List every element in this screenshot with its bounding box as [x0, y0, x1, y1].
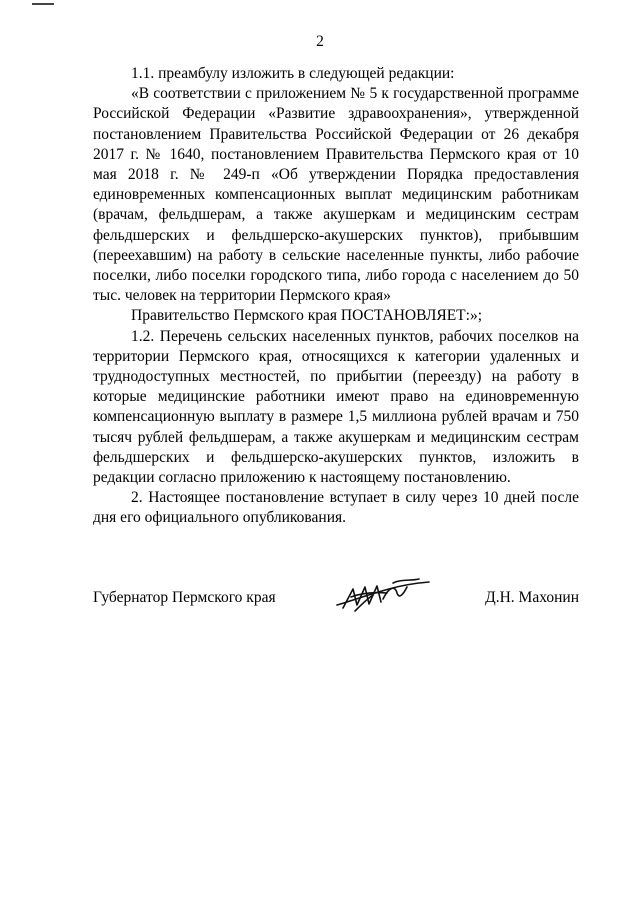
- paragraph-1-2: 1.2. Перечень сельских населенных пунктов, рабочих поселков на территории Пермского края, относящихся к категории удаленных и труднодоступных местностей, по прибытии (переезду) на работу в которые медицинские работники имеют право на единовременную компенсационную выплату в размере 1,5 миллиона рублей врачам и 750 тысяч рублей фельдшерам, а также акушеркам и медицинским сестрам фельдшерских и фельдшерско-акушерских пунктов, изложить в редакции согласно приложению к настоящему постановлению.: [93, 327, 579, 487]
- paragraph-preamble-quote: «В соответствии с приложением № 5 к государственной программе Российской Федерации «Развитие здравоохранения», утвержденной постановлением Правительства Российской Федерации от 26 декабря 2017 г. № 1640, постановлением Правительства Пермского края от 10 мая 2018 г. № 249-п «Об утверждении Порядка предоставления единовременных компенсационных выплат медицинским работникам (врачам, фельдшерам, а также акушеркам и медицинским сестрам фельдшерских и фельдшерско-акушерских пунктов), прибывшим (переехавшим) на работу в сельские населенные пункты, либо рабочие поселки, либо поселки городского типа, либо города с населением до 50 тыс. человек на территории Пермского края»: [93, 85, 579, 305]
- document-body: [93, 64, 579, 529]
- scan-corner-mark: [32, 0, 54, 5]
- paragraph-1-1: 1.1. преамбулу изложить в следующей редакции:: [131, 65, 455, 82]
- handwritten-signature: [333, 575, 433, 615]
- paragraph-2: 2. Настоящее постановление вступает в силу через 10 дней после дня его официального опубликования.: [93, 489, 579, 527]
- signer-name: Д.Н. Махонин: [485, 589, 579, 606]
- paragraph-decree-formula: Правительство Пермского края ПОСТАНОВЛЯЕТ:»;: [131, 307, 483, 325]
- signer-title: Губернатор Пермского края: [93, 589, 276, 606]
- signature-block: [93, 583, 579, 623]
- page-number: 2: [316, 33, 324, 50]
